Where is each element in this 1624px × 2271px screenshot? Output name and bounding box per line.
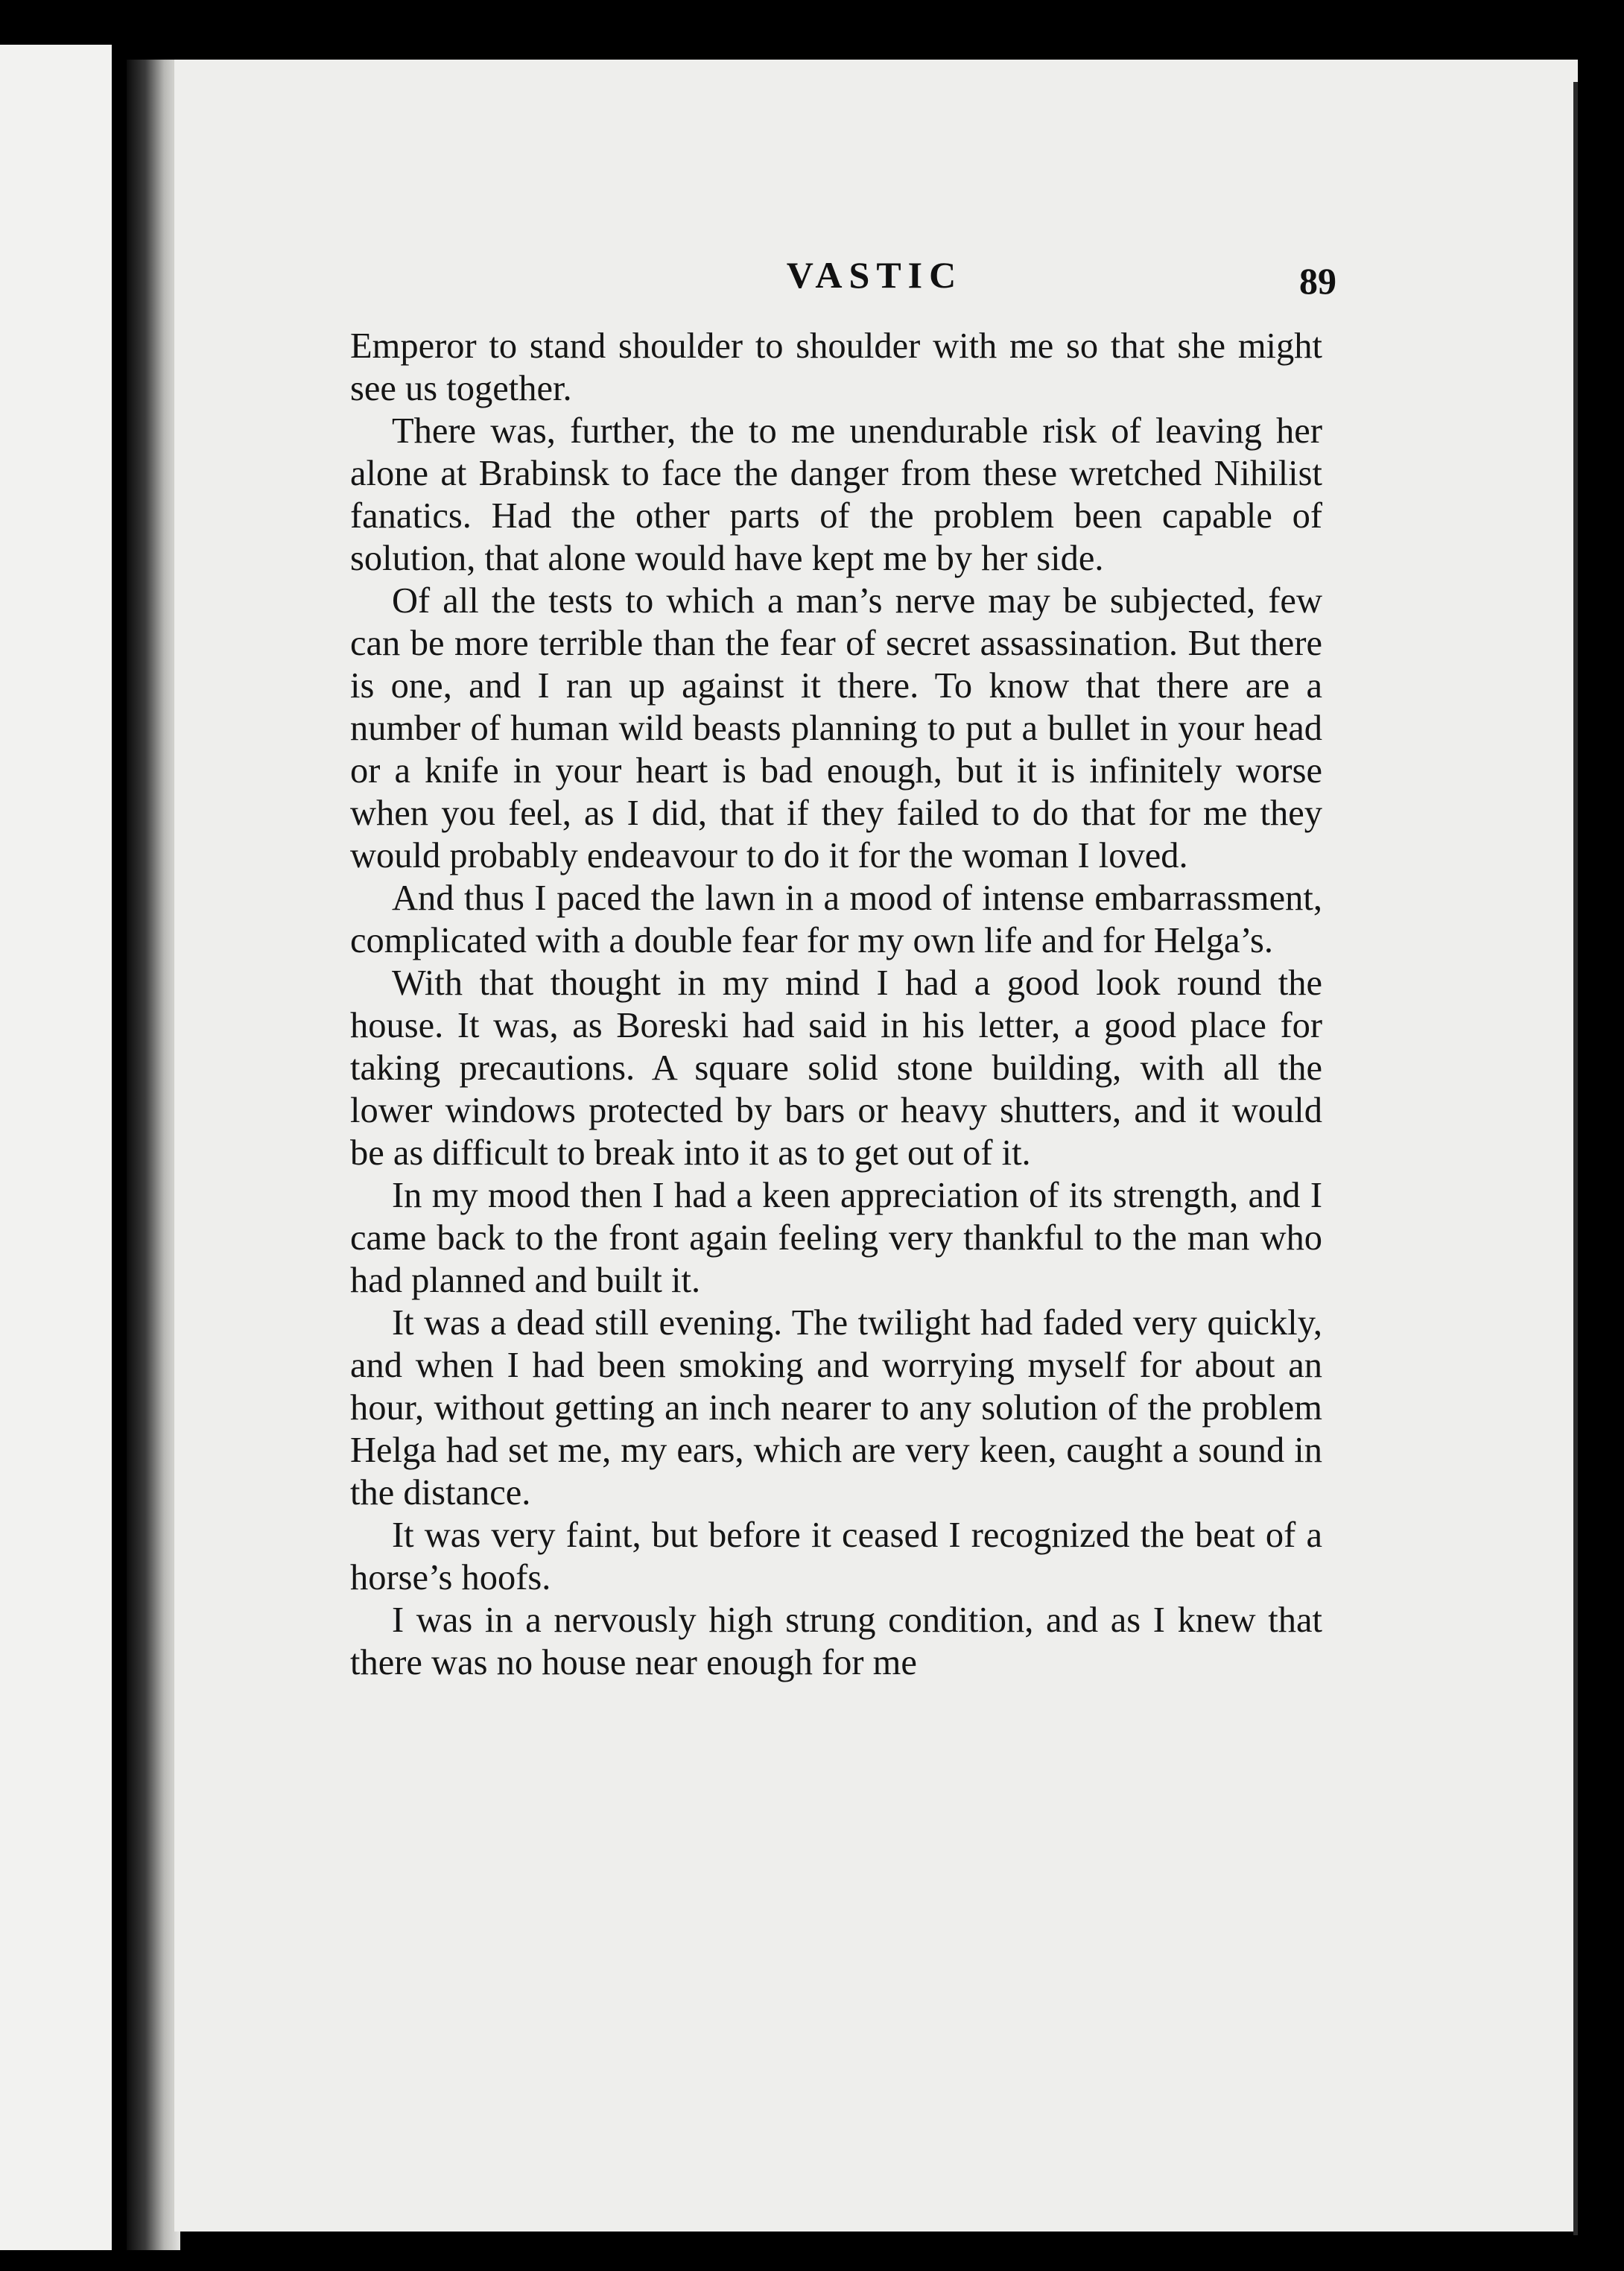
paragraph: And thus I paced the lawn in a mood of intense embarrassment, complicated with a double fear for my own life and for Helga’s. <box>350 878 1322 960</box>
paragraph: Of all the tests to which a man’s nerve may be subjected, few can be more terrible than the fear of secret assassination. But there is one, and I ran up against it there. To know that there are a number of human wild beasts planning to put a bullet in your head or a knife in your heart is bad enough, but it is infinitely worse when you feel, as I did, that if they failed to do that for me they would probably endeavour to do it for the woman I loved. <box>350 581 1322 875</box>
paragraph: It was a dead still evening. The twilight had faded very quickly, and when I had been smoking and worrying myself for about an hour, without getting an inch nearer to any solution of the problem Helga had set me, my ears, which are very keen, caught a sound in the distance. <box>350 1303 1322 1513</box>
page-number: 89 <box>1299 260 1336 302</box>
running-title: VASTIC <box>786 254 963 296</box>
paragraph: There was, further, the to me unendurable risk of leaving her alone at Brabinsk to face the danger from these wretched Nihilist fanatics. Had the other parts of the problem been capable of solution, that alone would have kept me by her side. <box>350 411 1322 578</box>
running-header <box>173 253 1576 313</box>
paragraph: Emperor to stand shoulder to shoulder with me so that she might see us together. <box>350 326 1322 408</box>
paragraph: I was in a nervously high strung condition, and as I knew that there was no house near enough for me <box>350 1600 1322 1682</box>
paragraph: With that thought in my mind I had a good look round the house. It was, as Boreski had said in his letter, a good place for taking precautions. A square solid stone building, with all the lower windows protected by bars or heavy shutters, and it would be as difficult to break into it as to get out of it. <box>350 963 1322 1173</box>
paragraph: It was very faint, but before it ceased I recognized the beat of a horse’s hoofs. <box>350 1515 1322 1597</box>
body-text <box>350 325 1322 1684</box>
page-edge-shadow <box>1573 82 1578 2235</box>
facing-page-edge <box>0 45 112 2250</box>
paragraph: In my mood then I had a keen appreciation of its strength, and I came back to the front again feeling very thankful to the man who had planned and built it. <box>350 1176 1322 1300</box>
